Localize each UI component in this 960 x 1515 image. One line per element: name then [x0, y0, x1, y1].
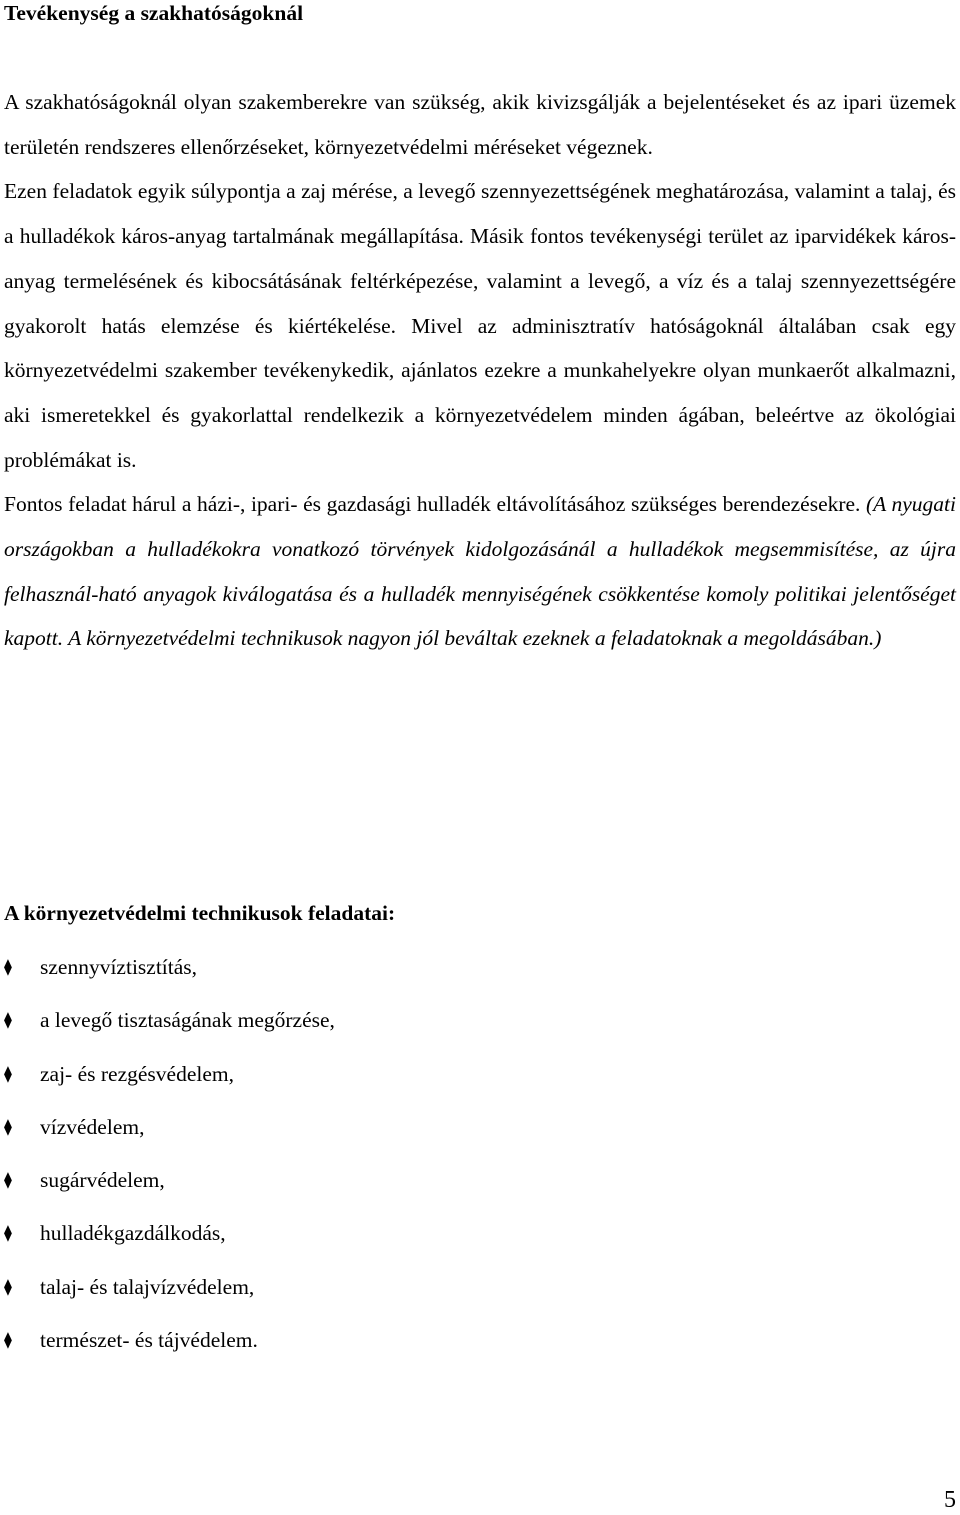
tasks-heading: A környezetvédelmi technikusok feladatai:	[4, 901, 396, 925]
list-item	[4, 950, 335, 1003]
list-item-text: szennyvíztisztítás,	[40, 955, 198, 979]
diamond-bullet-icon: ⧫	[4, 1223, 12, 1243]
paragraph-tasks: Ezen feladatok egyik súlypontja a zaj mérése, a levegő szennyezettségének meghatározása, valamint a talaj, és a hulladékok káros-anyag tartalmának megállapítása. Másik fontos tevékenységi terület az iparvidékek káros-anyag termelésének és kibocsátásának feltérképezése, valamint a levegő, a víz és a talaj szennyezettségére gyakorolt hatás elemzése és kiértékelése. Mivel az adminisztratív hatóságoknál általában csak egy környezetvédelmi szakember tevékenykedik, ajánlatos ezekre a munkahelyekre olyan munkaerőt alkalmazni, aki ismeretekkel és gyakorlattal rendelkezik a környezetvédelem minden ágában, beleértve az ökológiai problémákat is.	[4, 179, 956, 472]
list-item-text: természet- és tájvédelem.	[40, 1328, 258, 1353]
diamond-bullet-icon: ⧫	[4, 1063, 12, 1083]
task-list	[4, 950, 335, 1376]
diamond-bullet-icon: ⧫	[4, 1116, 12, 1136]
diamond-bullet-icon: ⧫	[4, 1170, 12, 1190]
list-item-text: vízvédelem,	[40, 1114, 145, 1139]
paragraph-intro: A szakhatóságoknál olyan szakemberekre van szükség, akik kivizsgálják a bejelentéseket és az ipari üzemek területén rendszeres ellenőrzéseket, környezetvédelmi méréseket végeznek.	[4, 90, 956, 159]
list-item-text: sugárvédelem,	[40, 1168, 165, 1193]
list-item	[4, 1003, 335, 1056]
list-item-text: talaj- és talajvízvédelem,	[40, 1274, 255, 1299]
diamond-bullet-icon: ⧫	[4, 1330, 12, 1350]
diamond-bullet-icon: ⧫	[4, 1276, 12, 1296]
paragraph-waste	[4, 482, 956, 661]
list-item-text: zaj- és rezgésvédelem,	[40, 1061, 234, 1086]
list-item	[4, 1216, 335, 1269]
body-text	[4, 80, 956, 661]
list-item	[4, 1163, 335, 1216]
diamond-bullet-icon: ⧫	[4, 957, 12, 976]
list-item	[4, 1270, 335, 1323]
list-item	[4, 1323, 335, 1376]
paragraph-waste-italic: (A nyugati országokban a hulladékokra vonatkozó törvények kidolgozásánál a hulladékok megsemmisítése, az újra felhasznál-ható anyagok kiválogatása és a hulladék mennyiségének csökkentése komoly politikai jelentőséget kapott. A környezetvédelmi technikusok nagyon jól beváltak ezeknek a feladatoknak a megoldásában.)	[4, 492, 956, 651]
paragraph-waste-text: Fontos feladat hárul a házi-, ipari- és gazdasági hulladék eltávolításához szükséges berendezésekre.	[4, 492, 867, 517]
diamond-bullet-icon: ⧫	[4, 1010, 12, 1030]
list-item-text: a levegő tisztaságának megőrzése,	[40, 1008, 335, 1033]
list-item-text: hulladékgazdálkodás,	[40, 1221, 226, 1246]
page-number: 5	[944, 1487, 956, 1513]
list-item	[4, 1110, 335, 1163]
list-item	[4, 1057, 335, 1110]
page-title: Tevékenység a szakhatóságoknál	[4, 1, 304, 25]
